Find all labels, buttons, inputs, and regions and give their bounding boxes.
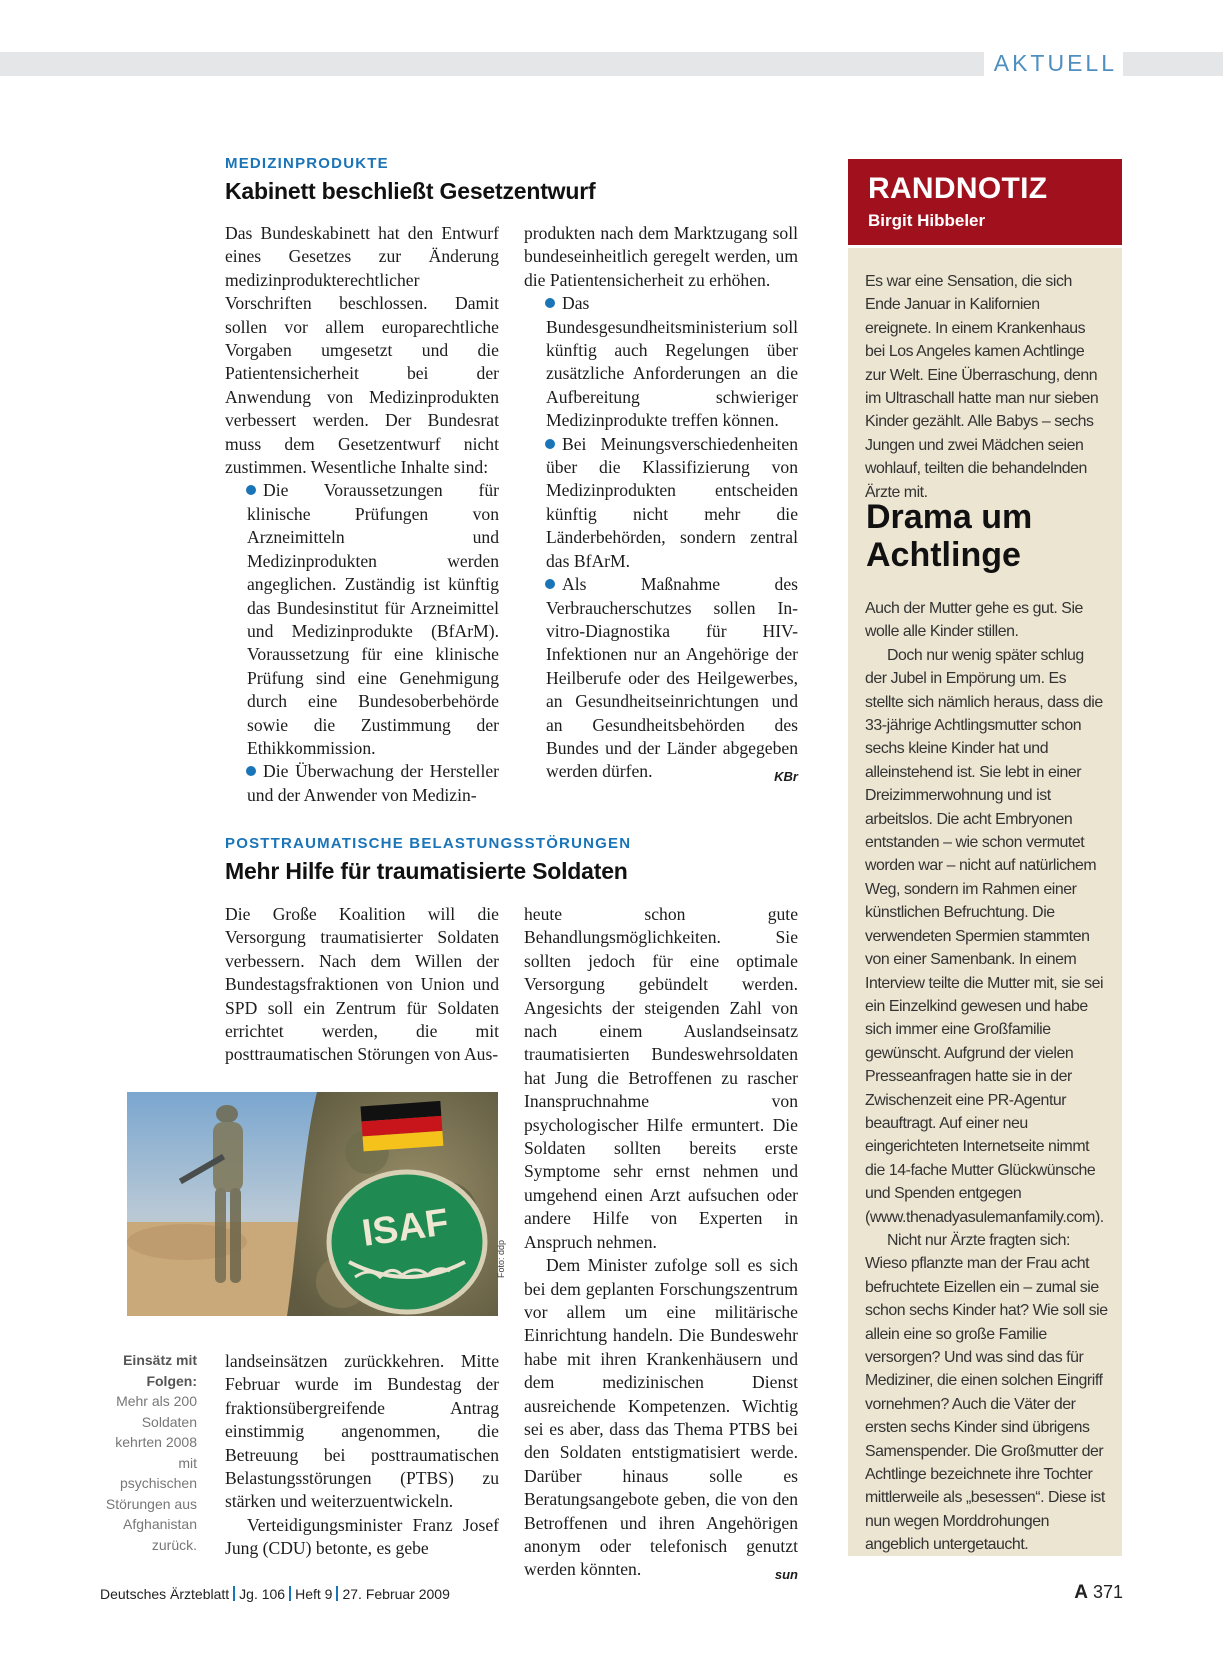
caption-text: Mehr als 200 Soldaten kehrten 2008 mit psychischen Störungen aus Afghanistan zurück. bbox=[105, 1393, 197, 1553]
isaf-patch-text: ISAF bbox=[359, 1201, 452, 1255]
footer-citation bbox=[100, 1586, 450, 1602]
article1-bullet-item: Das Bundesgesundheitsministerium soll künftig auch Regelungen über zusätzliche Anforderungen an die Aufbereitung schwieriger Medizinprodukte treffen können. bbox=[546, 293, 798, 431]
article2-headline: Mehr Hilfe für traumatisierte Soldaten bbox=[225, 858, 628, 884]
article1-kicker: MEDIZINPRODUKTE bbox=[225, 155, 389, 172]
article1-bullet-item: Als Maßnahme des Verbraucherschutzes sollen In-vitro-Diagnostika für HIV-Infektionen nur an Angehörige der Heilberufe oder des Heilgewerbes, an Gesundheitseinrichtungen und an Gesundheitsbehörden des Bundes und der Länder abgegeben werden dürfen. KBr bbox=[524, 573, 798, 784]
sidebar-intro bbox=[865, 270, 1108, 504]
sidebar-header bbox=[848, 159, 1122, 245]
journal-issue: Heft 9 bbox=[295, 1586, 333, 1602]
journal-volume: Jg. 106 bbox=[239, 1586, 286, 1602]
photo-caption bbox=[100, 1350, 197, 1555]
article1-column-1 bbox=[225, 222, 499, 807]
sidebar-paragraph: Doch nur wenig später schlug der Jubel in Empörung um. Es stellte sich nämlich heraus, dass die 33-jährige Achtlingsmutter schon sechs kleine Kinder hat und alleinstehend ist. Sie lebt in einer Dreizimmerwohnung und ist arbeitslos. Die acht Embryonen entstanden – wie schon vermutet worden war – nicht auf natürlichem Weg, sondern im Rahmen einer künstlichen Befruchtung. Die verwendeten Spermien stammten von einer Samenbank. In einem Interview teilte die Mutter mit, sie sei ein Einzelkind gewesen und habe sich immer eine Großfamilie gewünscht. Aufgrund der vielen Presseanfragen hatte sie in der Zwischenzeit eine PR-Agentur beauftragt. Auf einer neu eingerichteten Internetseite nimmt die 14-fache Mutter Glückwünsche und Spenden entgegen (www.thenadyasulemanfamily.com). bbox=[865, 646, 1104, 1226]
article1-paragraph: produkten nach dem Marktzugang soll bundeseinheitlich geregelt werden, um die Patientensicherheit zu erhöhen. bbox=[524, 223, 798, 290]
article1-paragraph: Das Bundeskabinett hat den Entwurf eines Gesetzes zur Änderung medizinprodukterechtlicher Vorschriften beschlossen. Damit sollen vor allem europarechtliche Vorgaben umgesetzt und die Patientensicherheit bei der Anwendung von Medizinprodukten verbessert werden. Der Bundesrat muss dem Gesetzentwurf nicht zustimmen. Wesentliche Inhalte sind: bbox=[225, 223, 499, 478]
page-number-value: 371 bbox=[1092, 1582, 1123, 1602]
sidebar-paragraph: Nicht nur Ärzte fragten sich: Wieso pflanzte man der Frau acht befruchtete Eizellen ein – zumal sie schon sechs Kinder hat? Wie soll sie allein eine so große Familie versorgen? Und was sind das für Mediziner, die einen solchen Eingriff vornehmen? Auch die Väter der ersten sechs Kinder sind übrigens Samenspender. Die Großmutter der Achtlinge bezeichnete ihre Tochter mittlerweile als „besessen“. Diese ist nun wegen Morddrohungen angeblich untergetaucht. bbox=[865, 1231, 1108, 1554]
article1-headline: Kabinett beschließt Gesetzentwurf bbox=[225, 178, 596, 204]
article1-bullet-item: Die Voraussetzungen für klinische Prüfungen von Arzneimitteln und Medizinprodukten werden angeglichen. Zuständig ist künftig das Bundesinstitut für Arzneimittel und Medizinprodukte (BfArM). Voraussetzung für eine klinische Prüfung sind eine Genehmigung durch eine Bundesoberbehörde sowie die Zustimmung der Ethikkommission. bbox=[247, 480, 499, 758]
sidebar-paragraph: Auch der Mutter gehe es gut. Sie wolle alle Kinder stillen. bbox=[865, 600, 1083, 641]
separator bbox=[336, 1586, 338, 1601]
article2-column-1-bottom bbox=[225, 1350, 499, 1561]
article1-bullet-item: Die Überwachung der Hersteller und der Anwender von Medizin- bbox=[247, 761, 499, 805]
article2-paragraph: landseinsätzen zurückkehren. Mitte Februar wurde im Bundestag der fraktionsübergreifende Antrag einstimmig angenommen, die Betreuung bei posttraumatischen Belastungsstörungen (PTBS) zu stärken und weiterzuentwickeln. bbox=[225, 1351, 499, 1512]
sidebar-author: Birgit Hibbeler bbox=[868, 211, 986, 230]
sidebar-intro-text: Es war eine Sensation, die sich Ende Januar in Kalifornien ereignete. In einem Krankenhaus bei Los Angeles kamen Achtlinge zur Welt. Eine Überraschung, denn im Ultraschall hatte man nur sieben Kinder gezählt. Alle Babys – sechs Jungen und zwei Mädchen seien wohlauf, teilten die behandelnden Ärzte mit. bbox=[865, 273, 1099, 501]
sidebar-label: RANDNOTIZ bbox=[868, 172, 1048, 205]
separator bbox=[289, 1586, 291, 1601]
page-prefix: A bbox=[1074, 1582, 1088, 1603]
article1-bullet-item: Bei Meinungsverschiedenheiten über die Klassifizierung von Medizinprodukten entscheiden künftig nicht mehr die Länderbehörden, sondern zentral das BfArM. bbox=[546, 433, 798, 571]
article2-signature: sun bbox=[774, 1567, 798, 1583]
article1-signature: KBr bbox=[774, 769, 798, 785]
isaf-patch-image bbox=[127, 1092, 498, 1316]
sidebar-title: Drama um Achtlinge bbox=[866, 498, 1033, 574]
article2-paragraph: Dem Minister zufolge soll es sich bei dem geplanten Forschungszentrum vor allem um eine militärische Einrichtung handeln. Die Bundeswehr habe mit ihren Krankenhäusern und dem medizinischen Dienst ausreichende Kompetenzen. Wichtig sei es aber, dass das Thema PTBS bei den Soldaten entstigmatisiert werde. Darüber hinaus solle es Beratungsangebote geben, die von den Betroffenen und ihren Angehörigen anonym oder telefonisch genutzt werden könnten. sun bbox=[524, 1254, 798, 1582]
article2-column-2 bbox=[524, 903, 798, 1587]
bullet-icon bbox=[545, 298, 555, 308]
bullet-icon bbox=[545, 579, 555, 589]
separator bbox=[233, 1586, 235, 1601]
bullet-icon bbox=[545, 439, 555, 449]
sidebar-body-text bbox=[865, 597, 1108, 1557]
article2-column-1-top bbox=[225, 903, 499, 1067]
caption-title: Einsätz mit Folgen: bbox=[123, 1352, 197, 1389]
soldier-photo bbox=[127, 1092, 498, 1316]
article2-kicker: POSTTRAUMATISCHE BELASTUNGSSTÖRUNGEN bbox=[225, 835, 632, 852]
journal-name: Deutsches Ärzteblatt bbox=[100, 1586, 230, 1602]
page-number bbox=[1074, 1582, 1123, 1604]
section-label: AKTUELL bbox=[984, 50, 1123, 77]
article1-column-2 bbox=[524, 222, 798, 789]
bullet-icon bbox=[246, 766, 256, 776]
article2-paragraph: Verteidigungsminister Franz Josef Jung (CDU) betonte, es gebe bbox=[225, 1514, 499, 1559]
journal-date: 27. Februar 2009 bbox=[342, 1586, 450, 1602]
article2-paragraph: Die Große Koalition will die Versorgung traumatisierter Soldaten verbessern. Nach dem Willen der Bundestagsfraktionen von Union und SPD soll ein Zentrum für Soldaten errichtet werden, die mit posttraumatischen Störungen von Aus- bbox=[225, 904, 499, 1065]
bullet-icon bbox=[246, 485, 256, 495]
photo-credit: Foto: ddp bbox=[496, 1239, 506, 1278]
article2-paragraph: heute schon gute Behandlungsmöglichkeiten. Sie sollten jedoch für eine optimale Versorgung gebündelt werden. Angesichts der steigenden Zahl von nach einem Auslandseinsatz traumatisierten Bundeswehrsoldaten hat Jung die Betroffenen zu rascher Inanspruchnahme von psychologischer Hilfe ermuntert. Die Soldaten sollten bereits erste Symptome sehr ernst nehmen und umgehend einen Arzt aufsuchen oder andere Hilfe von Experten in Anspruch nehmen. bbox=[524, 904, 798, 1252]
